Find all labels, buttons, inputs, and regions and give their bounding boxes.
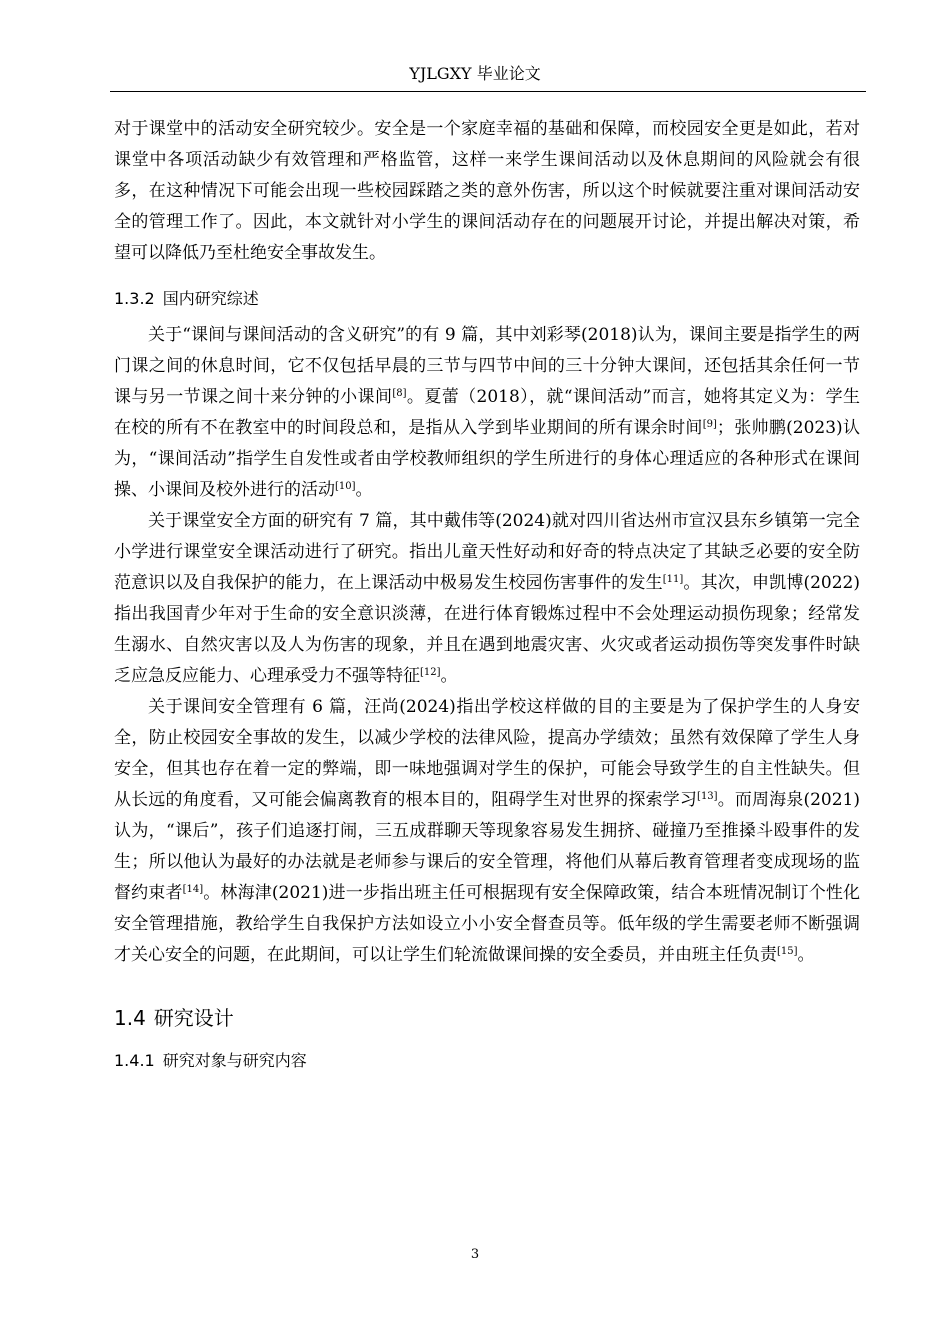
- paragraph-text: 。而周海泉(2021)认为，“课后”，孩子们追逐打闹，三五成群聊天等现象容易发生拥挤、碰撞乃至推搡斗殴事件的发生；所以他认为最好的办法就是老师参与课后的安全管理，将他们从幕后教育管理者变成现场的监督约束者: [114, 790, 860, 903]
- citation: [12]: [420, 667, 441, 678]
- citation: [10]: [335, 481, 356, 492]
- citation: [14]: [182, 884, 204, 895]
- page-number: 3: [470, 1247, 480, 1262]
- paragraph-text: 。: [440, 666, 458, 686]
- paragraph-definitions: [114, 320, 860, 506]
- paragraph-text: 。夏蕾（2018），就“课间活动”而言，她将其定义为：学生在校的所有不在教室中的时间段总和，是指从入学到毕业期间的所有课余时间: [114, 387, 860, 438]
- paragraph-text: 。: [355, 480, 373, 500]
- paragraph-text: 。林海津(2021)进一步指出班主任可根据现有安全保障政策，结合本班情况制订个性化安全管理措施，教给学生自我保护方法如设立小小安全督查员等。低年级的学生需要老师不断强调才关心安全的问题，在此期间，可以让学生们轮流做课间操的安全委员，并由班主任负责: [114, 883, 860, 965]
- paragraph-text: 。: [797, 945, 815, 965]
- section-number: 1.3.2: [114, 289, 155, 308]
- section-title: 研究设计: [153, 1006, 234, 1030]
- intro-paragraph: 对于课堂中的活动安全研究较少。安全是一个家庭幸福的基础和保障，而校园安全更是如此，若对课堂中各项活动缺少有效管理和严格监管，这样一来学生课间活动以及休息期间的风险就会有很多，在这种情况下可能会出现一些校园踩踏之类的意外伤害，所以这个时候就要注重对课间活动安全的管理工作了。因此，本文就针对小学生的课间活动存在的问题展开讨论，并提出解决对策，希望可以降低乃至杜绝安全事故发生。: [114, 119, 860, 263]
- citation: [13]: [697, 791, 718, 802]
- section-title: 研究对象与研究内容: [162, 1051, 307, 1070]
- paragraph-text: 关于“课间与课间活动的含义研究”的有 9 篇，其中刘彩琴(2018)认为，课间主要是指学生的两门课之间的休息时间，它不仅包括早晨的三节与四节中间的三十分钟大课间，还包括其余任何一节课与另一节课之间十来分钟的小课间: [114, 325, 860, 407]
- section-title: 国内研究综述: [162, 289, 259, 308]
- paragraph-text: 关于课堂安全方面的研究有 7 篇，其中戴伟等(2024)就对四川省达州市宣汉县东乡镇第一完全小学进行课堂安全课活动进行了研究。指出儿童天性好动和好奇的特点决定了其缺乏必要的安全防范意识以及自我保护的能力，在上课活动中极易发生校园伤害事件的发生: [114, 511, 860, 593]
- section-number: 1.4.1: [114, 1051, 155, 1070]
- page-header: YJLGXY 毕业论文: [409, 64, 541, 83]
- section-heading-1-3-2: [114, 288, 860, 310]
- paragraph-classroom-safety: [114, 506, 860, 692]
- citation: [15]: [777, 946, 798, 957]
- section-heading-1-4-1: [114, 1050, 860, 1072]
- section-number: 1.4: [114, 1006, 146, 1030]
- paragraph-text: 。其次，申凯博(2022)指出我国青少年对于生命的安全意识淡薄，在进行体育锻炼过程中不会处理运动损伤现象；经常发生溺水、自然灾害以及人为伤害的现象，并且在遇到地震灾害、火灾或者运动损伤等突发事件时缺乏应急反应能力、心理承受力不强等特征: [114, 573, 860, 686]
- citation: [8]: [392, 388, 407, 399]
- citation: [11]: [662, 574, 684, 585]
- header-rule: [110, 91, 866, 92]
- section-heading-1-4: [114, 1005, 860, 1031]
- page-body: [114, 114, 860, 1082]
- paragraph-text: 关于课间安全管理有 6 篇，汪尚(2024)指出学校这样做的目的主要是为了保护学生的人身安全，防止校园安全事故的发生，以减少学校的法律风险，提高办学绩效；虽然有效保障了学生人身安全，但其也存在着一定的弊端，即一味地强调对学生的保护，可能会导致学生的自主性缺失。但从长远的角度看，又可能会偏离教育的根本目的，阻碍学生对世界的探索学习: [114, 697, 860, 810]
- paragraph-text: ；张帅鹏(2023)认为，“课间活动”指学生自发性或者由学校教师组织的学生所进行的身体心理适应的各种形式在课间操、小课间及校外进行的活动: [114, 418, 860, 500]
- citation: [9]: [702, 419, 717, 430]
- paragraph-break-safety-management: [114, 692, 860, 971]
